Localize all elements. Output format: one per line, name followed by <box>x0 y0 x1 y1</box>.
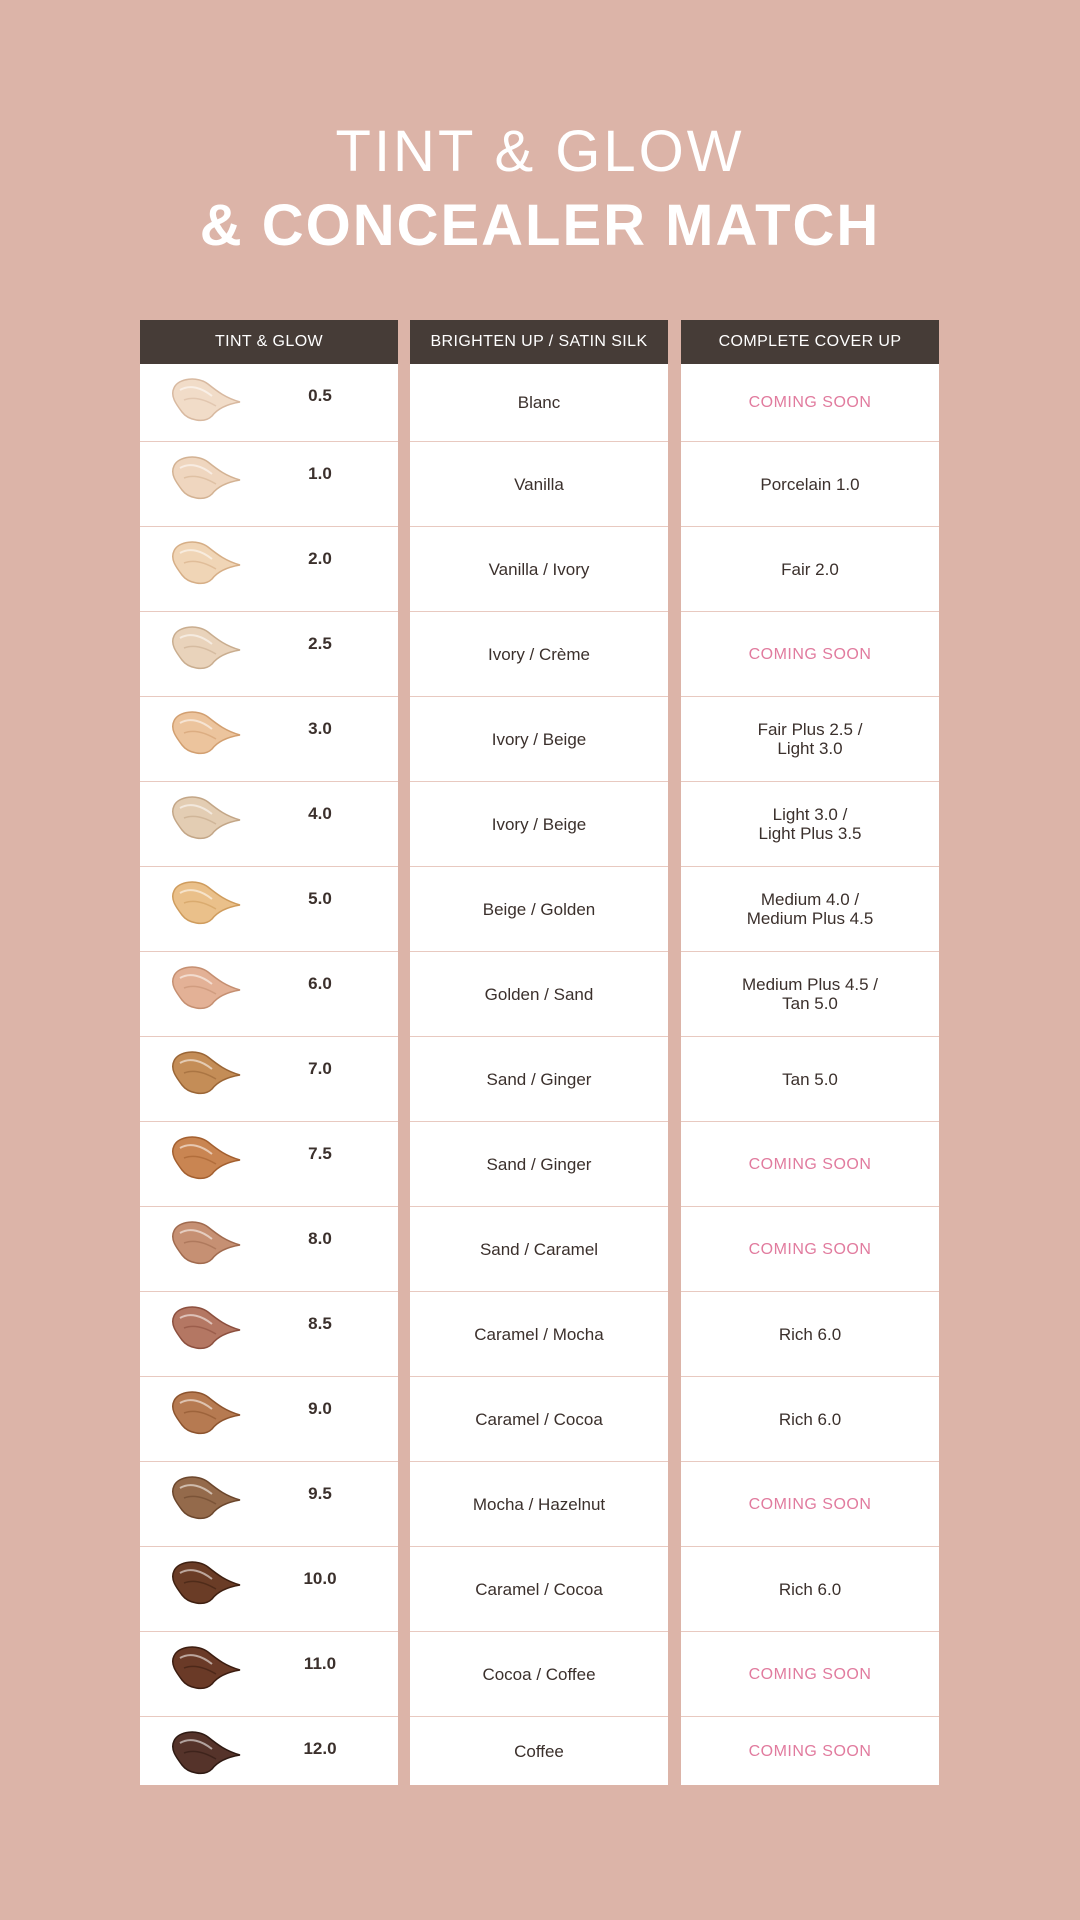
shade-swatch-icon <box>168 622 244 672</box>
shade-row <box>140 1462 398 1547</box>
brighten-up-cell: Cocoa / Coffee <box>410 1632 668 1717</box>
brighten-up-cell: Golden / Sand <box>410 952 668 1037</box>
complete-cover-column <box>681 320 939 1785</box>
coming-soon-label: COMING SOON <box>681 1207 939 1292</box>
coming-soon-label: COMING SOON <box>681 1462 939 1547</box>
coming-soon-label: COMING SOON <box>681 1122 939 1207</box>
shade-number: 8.0 <box>308 1229 332 1248</box>
brighten-up-cell: Beige / Golden <box>410 867 668 952</box>
shade-swatch-icon <box>168 1132 244 1182</box>
complete-cover-cell: Fair 2.0 <box>681 527 939 612</box>
brighten-up-cell: Vanilla / Ivory <box>410 527 668 612</box>
shade-row <box>140 364 398 442</box>
brighten-up-cell: Ivory / Beige <box>410 697 668 782</box>
complete-cover-cell: Fair Plus 2.5 / Light 3.0 <box>681 697 939 782</box>
shade-row <box>140 1717 398 1785</box>
brighten-up-cell: Sand / Ginger <box>410 1037 668 1122</box>
shade-row <box>140 1037 398 1122</box>
tint-glow-header: TINT & GLOW <box>140 320 398 364</box>
coming-soon-label: COMING SOON <box>681 1632 939 1717</box>
complete-cover-cell: Medium Plus 4.5 / Tan 5.0 <box>681 952 939 1037</box>
brighten-up-cell: Caramel / Mocha <box>410 1292 668 1377</box>
shade-swatch-icon <box>168 1047 244 1097</box>
shade-number: 5.0 <box>308 889 332 908</box>
shade-row <box>140 527 398 612</box>
shade-number: 8.5 <box>308 1314 332 1333</box>
shade-row <box>140 612 398 697</box>
complete-cover-cell: Rich 6.0 <box>681 1292 939 1377</box>
shade-row <box>140 442 398 527</box>
shade-number: 7.5 <box>308 1144 332 1163</box>
complete-cover-cell: Porcelain 1.0 <box>681 442 939 527</box>
complete-cover-cell: Rich 6.0 <box>681 1547 939 1632</box>
shade-row <box>140 697 398 782</box>
shade-swatch-icon <box>168 452 244 502</box>
brighten-up-cell: Caramel / Cocoa <box>410 1547 668 1632</box>
brighten-up-cell: Ivory / Crème <box>410 612 668 697</box>
brighten-up-cell: Blanc <box>410 364 668 442</box>
brighten-up-cell: Mocha / Hazelnut <box>410 1462 668 1547</box>
shade-swatch-icon <box>168 1302 244 1352</box>
shade-row <box>140 1547 398 1632</box>
coming-soon-label: COMING SOON <box>681 612 939 697</box>
shade-number: 4.0 <box>308 804 332 823</box>
shade-swatch-icon <box>168 374 244 424</box>
brighten-up-header: BRIGHTEN UP / SATIN SILK <box>410 320 668 364</box>
shade-swatch-icon <box>168 1387 244 1437</box>
shade-number: 2.0 <box>308 549 332 568</box>
shade-row <box>140 1122 398 1207</box>
complete-cover-cell: Tan 5.0 <box>681 1037 939 1122</box>
shade-number: 3.0 <box>308 719 332 738</box>
shade-swatch-icon <box>168 962 244 1012</box>
shade-number: 12.0 <box>303 1739 337 1758</box>
brighten-up-cell: Sand / Caramel <box>410 1207 668 1292</box>
tint-glow-column <box>140 320 398 1785</box>
shade-row <box>140 952 398 1037</box>
shade-number: 7.0 <box>308 1059 332 1078</box>
shade-swatch-icon <box>168 1472 244 1522</box>
coming-soon-label: COMING SOON <box>748 1742 872 1760</box>
shade-number: 9.0 <box>308 1399 332 1418</box>
shade-swatch-icon <box>168 1557 244 1607</box>
shade-number: 2.5 <box>308 634 332 653</box>
shade-row <box>140 1292 398 1377</box>
shade-swatch-icon <box>168 877 244 927</box>
brighten-up-column <box>410 320 668 1785</box>
shade-number: 9.5 <box>308 1484 332 1503</box>
shade-number: 0.5 <box>308 386 332 405</box>
shade-number: 11.0 <box>303 1654 337 1673</box>
brighten-up-cell: Caramel / Cocoa <box>410 1377 668 1462</box>
page-title-line2: & CONCEALER MATCH <box>199 193 881 258</box>
shade-number: 6.0 <box>308 974 332 993</box>
coming-soon-label: COMING SOON <box>681 364 939 442</box>
shade-number: 1.0 <box>308 464 332 483</box>
shade-swatch-icon <box>168 1727 244 1777</box>
shade-row <box>140 782 398 867</box>
complete-cover-cell: Rich 6.0 <box>681 1377 939 1462</box>
brighten-up-cell: Coffee <box>514 1741 564 1761</box>
shade-swatch-icon <box>168 792 244 842</box>
shade-row <box>140 1377 398 1462</box>
shade-number: 10.0 <box>303 1569 337 1588</box>
complete-cover-cell: Light 3.0 / Light Plus 3.5 <box>681 782 939 867</box>
complete-cover-cell: Medium 4.0 / Medium Plus 4.5 <box>681 867 939 952</box>
shade-row <box>140 1632 398 1717</box>
brighten-up-cell: Sand / Ginger <box>410 1122 668 1207</box>
shade-row <box>140 1207 398 1292</box>
shade-swatch-icon <box>168 707 244 757</box>
page-title-line1: TINT & GLOW <box>335 119 745 184</box>
brighten-up-cell: Ivory / Beige <box>410 782 668 867</box>
brighten-up-cell: Vanilla <box>410 442 668 527</box>
complete-cover-header: COMPLETE COVER UP <box>681 320 939 364</box>
shade-swatch-icon <box>168 537 244 587</box>
shade-swatch-icon <box>168 1642 244 1692</box>
shade-swatch-icon <box>168 1217 244 1267</box>
shade-row <box>140 867 398 952</box>
